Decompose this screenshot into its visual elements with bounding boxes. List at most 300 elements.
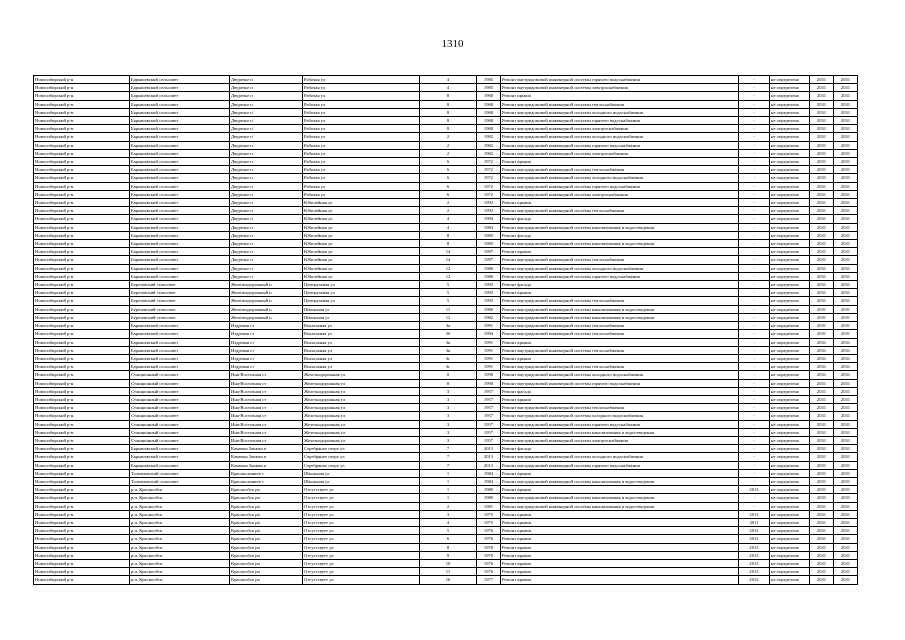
cell-year: 2013 [477,445,501,453]
cell-district: Новосибирский р-н [34,363,130,371]
table-row [34,518,858,526]
table-row [34,322,858,330]
cell-settlement: Барышевский сельсовет [130,182,230,190]
cell-house: 9 [420,551,477,559]
cell-district: Новосибирский р-н [34,510,130,518]
cell-house: 11 [420,305,477,313]
cell-work-type: Ремонт крыши [501,551,739,559]
cell-year: 1977 [477,576,501,584]
cell-district: Новосибирский р-н [34,141,130,149]
cell-work-type: Ремонт внутридомовой инженерной системы холодного водоснабжения [501,371,739,379]
cell-locality: Двуречье п [230,84,303,92]
cell-last-repair: 2012 [739,576,770,584]
cell-plan-end: 2031 [834,289,858,297]
cell-cost: не определено [770,469,810,477]
cell-work-type: Ремонт внутридомовой инженерной системы теплоснабжения [501,297,739,305]
cell-last-repair: - [739,420,770,428]
cell-house: 5 [420,297,477,305]
cell-house: 1 [420,494,477,502]
cell-work-type: Ремонт крыши [501,469,739,477]
cell-work-type: Ремонт внутридомовой инженерной системы теплоснабжения [501,100,739,108]
cell-district: Новосибирский р-н [34,502,130,510]
cell-plan-start: 2031 [810,338,834,346]
cell-district: Новосибирский р-н [34,445,130,453]
cell-plan-start: 2031 [810,100,834,108]
cell-last-repair: - [739,404,770,412]
cell-district: Новосибирский р-н [34,420,130,428]
cell-last-repair: - [739,207,770,215]
cell-year: 1992 [477,207,501,215]
cell-settlement: Барышевский сельсовет [130,346,230,354]
cell-plan-end: 2031 [834,223,858,231]
table-row [34,149,858,157]
cell-plan-start: 2031 [810,264,834,272]
cell-work-type: Ремонт внутридомовой инженерной системы теплоснабжения [501,346,739,354]
cell-district: Новосибирский р-н [34,166,130,174]
cell-last-repair: - [739,313,770,321]
cell-cost: не определено [770,117,810,125]
cell-street: Рабочая ул [303,92,420,100]
cell-street: Рабочая ул [303,141,420,149]
cell-house: 11 [420,568,477,576]
cell-cost: не определено [770,289,810,297]
cell-house: 1 [420,469,477,477]
cell-settlement: Станционный сельсовет [130,371,230,379]
cell-work-type: Ремонт внутридомовой инженерной системы холодного водоснабжения [501,174,739,182]
table-row [34,428,858,436]
cell-last-repair: - [739,289,770,297]
cell-year: 1978 [477,543,501,551]
cell-work-type: Ремонт внутридомовой инженерной системы теплоснабжения [501,404,739,412]
cell-last-repair: - [739,469,770,477]
cell-work-type: Ремонт внутридомовой инженерной системы электроснабжения [501,436,739,444]
cell-plan-start: 2031 [810,354,834,362]
cell-settlement: Барышевский сельсовет [130,322,230,330]
cell-settlement: Барышевский сельсовет [130,125,230,133]
cell-district: Новосибирский р-н [34,494,130,502]
cell-street: Юбилейная ул [303,215,420,223]
cell-year: 1981 [477,502,501,510]
cell-plan-end: 2031 [834,322,858,330]
cell-district: Новосибирский р-н [34,428,130,436]
cell-house: 8 [420,371,477,379]
cell-year: 1991 [477,354,501,362]
cell-cost: не определено [770,207,810,215]
cell-street: Школьная ул [303,313,420,321]
cell-plan-end: 2031 [834,76,858,84]
table-row [34,190,858,198]
cell-house: 8 [420,543,477,551]
cell-district: Новосибирский р-н [34,469,130,477]
cell-settlement: Барышевский сельсовет [130,174,230,182]
cell-locality: Двуречье п [230,264,303,272]
cell-year: 1968 [477,125,501,133]
cell-locality: Краснообск рп [230,510,303,518]
cell-district: Новосибирский р-н [34,264,130,272]
cell-locality: Краснообск рп [230,502,303,510]
cell-work-type: Ремонт внутридомовой инженерной системы теплоснабжения [501,363,739,371]
cell-last-repair: - [739,199,770,207]
cell-work-type: Ремонт крыши [501,395,739,403]
cell-plan-end: 2031 [834,494,858,502]
cell-street: Отсутствует ул [303,518,420,526]
table-row [34,223,858,231]
cell-plan-end: 2031 [834,346,858,354]
cell-cost: не определено [770,313,810,321]
cell-year: 1984 [477,477,501,485]
cell-cost: не определено [770,494,810,502]
cell-work-type: Ремонт внутридомовой инженерной системы электроснабжения [501,84,739,92]
cell-district: Новосибирский р-н [34,330,130,338]
cell-plan-end: 2031 [834,207,858,215]
cell-district: Новосибирский р-н [34,543,130,551]
cell-street: Вокзальная ул [303,363,420,371]
cell-plan-start: 2031 [810,117,834,125]
cell-year: 1984 [477,469,501,477]
cell-cost: не определено [770,428,810,436]
cell-district: Новосибирский р-н [34,371,130,379]
cell-year: 1979 [477,551,501,559]
cell-street: Вокзальная ул [303,322,420,330]
cell-house: 8 [420,108,477,116]
cell-plan-start: 2031 [810,445,834,453]
cell-last-repair: - [739,158,770,166]
cell-work-type: Ремонт внутридомовой инженерной системы горячего водоснабжения [501,272,739,280]
cell-plan-start: 2031 [810,141,834,149]
table-row [34,346,858,354]
cell-house: 3г [420,363,477,371]
cell-cost: не определено [770,240,810,248]
cell-work-type: Ремонт крыши [501,158,739,166]
table-row [34,240,858,248]
table-row [34,272,858,280]
cell-district: Новосибирский р-н [34,240,130,248]
cell-year: 1991 [477,346,501,354]
cell-settlement: р.п. Краснообск [130,510,230,518]
cell-house: 8 [420,231,477,239]
cell-street: Железнодорожная ул [303,420,420,428]
cell-district: Новосибирский р-н [34,387,130,395]
cell-locality: Издревая ст [230,322,303,330]
cell-district: Новосибирский р-н [34,461,130,469]
cell-cost: не определено [770,264,810,272]
table-row [34,568,858,576]
cell-house: 4 [420,223,477,231]
cell-house: 3 [420,436,477,444]
cell-work-type: Ремонт крыши [501,527,739,535]
cell-cost: не определено [770,404,810,412]
cell-locality: Двуречье п [230,141,303,149]
cell-year: 1968 [477,108,501,116]
cell-year: 1986 [477,272,501,280]
cell-settlement: Барышевский сельсовет [130,76,230,84]
cell-year: 1972 [477,158,501,166]
table-row [34,264,858,272]
cell-street: Рабочая ул [303,108,420,116]
cell-house: 6 [420,182,477,190]
cell-cost: не определено [770,354,810,362]
cell-cost: не определено [770,182,810,190]
table-row [34,469,858,477]
cell-locality: Иня-Восточная ст [230,379,303,387]
cell-district: Новосибирский р-н [34,248,130,256]
cell-year: 1957 [477,387,501,395]
cell-plan-end: 2031 [834,281,858,289]
cell-house: 3 [420,420,477,428]
cell-locality: Иня-Восточная ст [230,436,303,444]
cell-street: Вокзальная ул [303,354,420,362]
cell-house: 1 [420,486,477,494]
cell-year: 1986 [477,264,501,272]
cell-house: 6 [420,190,477,198]
cell-plan-end: 2031 [834,272,858,280]
cell-cost: не определено [770,518,810,526]
cell-locality: Краснообск рп [230,518,303,526]
cell-last-repair: - [739,182,770,190]
cell-plan-start: 2031 [810,84,834,92]
cell-last-repair: - [739,428,770,436]
page-number: 1310 [441,38,464,50]
cell-locality: Иня-Восточная ст [230,428,303,436]
cell-street: Серебряное озеро ул [303,453,420,461]
table-row [34,387,858,395]
cell-plan-start: 2031 [810,108,834,116]
cell-cost: не определено [770,338,810,346]
cell-settlement: р.п. Краснообск [130,576,230,584]
cell-locality: Краснообск рп [230,535,303,543]
cell-plan-start: 2031 [810,576,834,584]
cell-work-type: Ремонт внутридомовой инженерной системы электроснабжения [501,125,739,133]
cell-district: Новосибирский р-н [34,354,130,362]
cell-work-type: Ремонт внутридомовой инженерной системы канализования и водоотведения [501,313,739,321]
cell-district: Новосибирский р-н [34,149,130,157]
cell-last-repair: - [739,363,770,371]
table-row [34,395,858,403]
cell-work-type: Ремонт крыши [501,543,739,551]
table-row [34,354,858,362]
cell-cost: не определено [770,535,810,543]
cell-district: Новосибирский р-н [34,486,130,494]
cell-house: 4 [420,84,477,92]
cell-cost: не определено [770,543,810,551]
cell-street: Вокзальная ул [303,330,420,338]
cell-work-type: Ремонт крыши [501,510,739,518]
cell-house: 5 [420,281,477,289]
cell-year: 1990 [477,371,501,379]
cell-locality: Двуречье п [230,215,303,223]
table-row [34,576,858,584]
cell-plan-end: 2031 [834,469,858,477]
cell-plan-end: 2031 [834,453,858,461]
cell-street: Юбилейная ул [303,256,420,264]
cell-house: 3 [420,428,477,436]
cell-street: Рабочая ул [303,166,420,174]
cell-district: Новосибирский р-н [34,231,130,239]
cell-district: Новосибирский р-н [34,76,130,84]
cell-locality: Иня-Восточная ст [230,420,303,428]
cell-locality: Двуречье п [230,174,303,182]
cell-house: 6 [420,174,477,182]
cell-settlement: Барышевский сельсовет [130,453,230,461]
cell-cost: не определено [770,445,810,453]
cell-plan-start: 2031 [810,240,834,248]
cell-plan-end: 2031 [834,215,858,223]
cell-work-type: Ремонт фасада [501,445,739,453]
cell-plan-start: 2031 [810,322,834,330]
table-row [34,404,858,412]
cell-district: Новосибирский р-н [34,190,130,198]
cell-district: Новосибирский р-н [34,272,130,280]
cell-last-repair: - [739,272,770,280]
cell-street: Центральная ул [303,281,420,289]
cell-cost: не определено [770,379,810,387]
cell-locality: Двуречье п [230,125,303,133]
cell-last-repair: 2013 [739,559,770,567]
cell-year: 1976 [477,559,501,567]
cell-year: 1993 [477,297,501,305]
cell-year: 1968 [477,100,501,108]
cell-locality: Двуречье п [230,133,303,141]
cell-work-type: Ремонт крыши [501,576,739,584]
cell-settlement: Толмачевский сельсовет [130,477,230,485]
cell-street: Отсутствует ул [303,510,420,518]
cell-street: Юбилейная ул [303,223,420,231]
table-row [34,559,858,567]
cell-settlement: Станционный сельсовет [130,387,230,395]
cell-house: 6 [420,166,477,174]
cell-work-type: Ремонт внутридомовой инженерной системы холодного водоснабжения [501,453,739,461]
cell-settlement: Станционный сельсовет [130,420,230,428]
cell-plan-end: 2031 [834,486,858,494]
table-row [34,182,858,190]
table-row [34,248,858,256]
table-row [34,158,858,166]
cell-street: Отсутствует ул [303,551,420,559]
table-body [34,76,858,585]
cell-locality: Краснообск рп [230,559,303,567]
cell-plan-end: 2031 [834,264,858,272]
cell-street: Вокзальная ул [303,346,420,354]
cell-work-type: Ремонт крыши [501,92,739,100]
cell-locality: Иня-Восточная ст [230,404,303,412]
cell-house: 8 [420,379,477,387]
cell-district: Новосибирский р-н [34,158,130,166]
cell-cost: не определено [770,297,810,305]
cell-year: 1968 [477,117,501,125]
cell-cost: не определено [770,395,810,403]
cell-year: 1968 [477,92,501,100]
cell-last-repair: - [739,240,770,248]
cell-last-repair: 2012 [739,527,770,535]
cell-work-type: Ремонт внутридомовой инженерной системы канализования и водоотведения [501,502,739,510]
cell-plan-end: 2031 [834,445,858,453]
cell-street: Железнодорожная ул [303,428,420,436]
cell-plan-end: 2031 [834,305,858,313]
cell-street: Рабочая ул [303,100,420,108]
cell-work-type: Ремонт внутридомовой инженерной системы электроснабжения [501,190,739,198]
cell-plan-start: 2031 [810,477,834,485]
cell-house: 7 [420,445,477,453]
cell-year: 1957 [477,404,501,412]
cell-cost: не определено [770,322,810,330]
cell-street: Рабочая ул [303,117,420,125]
cell-last-repair: 2011 [739,518,770,526]
cell-street: Железнодорожная ул [303,404,420,412]
cell-house: 8 [420,92,477,100]
cell-cost: не определено [770,76,810,84]
cell-house: 2 [420,149,477,157]
cell-district: Новосибирский р-н [34,108,130,116]
cell-house: 3в [420,338,477,346]
cell-locality: Иня-Восточная ст [230,371,303,379]
cell-locality: Железнодорожный п [230,281,303,289]
cell-street: Отсутствует ул [303,494,420,502]
table-row [34,461,858,469]
cell-last-repair: - [739,92,770,100]
cell-house: 1 [420,477,477,485]
table-row [34,477,858,485]
cell-year: 1985 [477,231,501,239]
cell-settlement: р.п. Краснообск [130,502,230,510]
cell-street: Юбилейная ул [303,199,420,207]
cell-settlement: Барышевский сельсовет [130,264,230,272]
cell-settlement: р.п. Краснообск [130,486,230,494]
cell-district: Новосибирский р-н [34,133,130,141]
cell-settlement: Барышевский сельсовет [130,117,230,125]
cell-house: 3 [420,404,477,412]
cell-cost: не определено [770,100,810,108]
cell-year: 1957 [477,428,501,436]
cell-last-repair: - [739,133,770,141]
cell-cost: не определено [770,412,810,420]
table-row [34,289,858,297]
cell-house: 3 [420,387,477,395]
cell-work-type: Ремонт крыши [501,199,739,207]
cell-locality: Красноглинное с [230,477,303,485]
cell-work-type: Ремонт крыши [501,289,739,297]
cell-locality: Издревая ст [230,346,303,354]
cell-plan-end: 2031 [834,125,858,133]
cell-year: 1991 [477,322,501,330]
cell-work-type: Ремонт внутридомовой инженерной системы горячего водоснабжения [501,420,739,428]
cell-plan-end: 2031 [834,256,858,264]
cell-plan-end: 2031 [834,412,858,420]
cell-district: Новосибирский р-н [34,199,130,207]
cell-settlement: Барышевский сельсовет [130,199,230,207]
cell-plan-end: 2031 [834,108,858,116]
table-row [34,502,858,510]
cell-plan-start: 2031 [810,174,834,182]
cell-plan-end: 2031 [834,100,858,108]
cell-year: 1991 [477,363,501,371]
cell-district: Новосибирский р-н [34,346,130,354]
table-row [34,379,858,387]
cell-house: 3г [420,354,477,362]
cell-street: Отсутствует ул [303,559,420,567]
cell-district: Новосибирский р-н [34,568,130,576]
cell-street: Центральная ул [303,297,420,305]
cell-plan-end: 2031 [834,158,858,166]
cell-work-type: Ремонт крыши [501,248,739,256]
cell-work-type: Ремонт внутридомовой инженерной системы канализования и водоотведения [501,477,739,485]
cell-last-repair: - [739,223,770,231]
cell-work-type: Ремонт крыши [501,559,739,567]
table-row [34,453,858,461]
table-row [34,133,858,141]
cell-last-repair: - [739,231,770,239]
table-row [34,494,858,502]
cell-plan-end: 2031 [834,477,858,485]
